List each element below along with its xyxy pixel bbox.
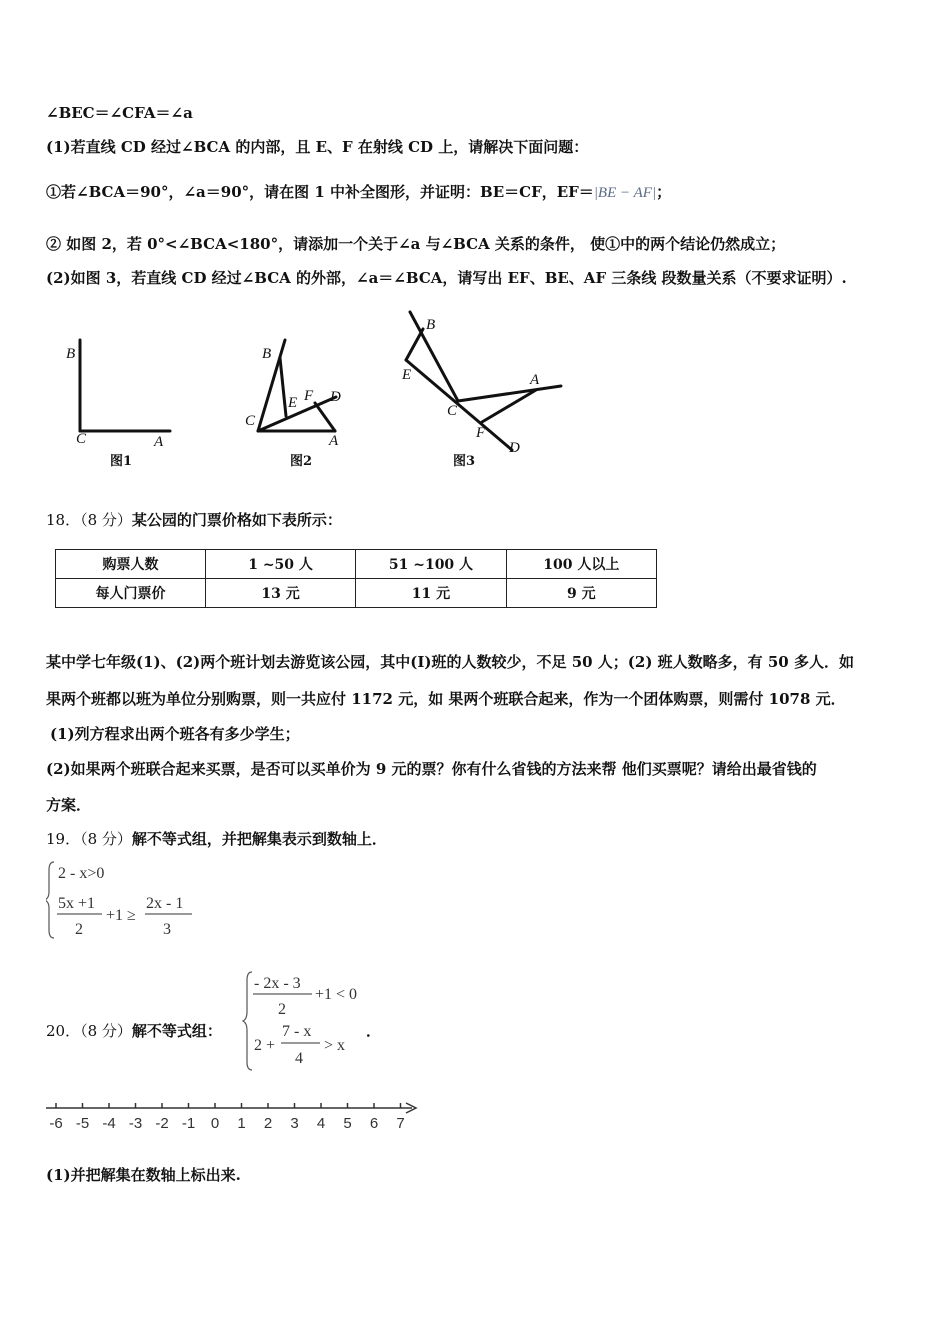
part1-sub1 <box>46 182 671 203</box>
table-cell: 购票人数 <box>56 550 206 579</box>
q19-frac1-num: 5x +1 <box>58 895 96 912</box>
q20-frac2-den: 4 <box>295 1050 303 1067</box>
q18-para1: 某中学七年级(1)、(2)两个班计划去游览该公园，其中(I)班的人数较少，不足 50 人；(2) 班人数略多，有 50 多人．如 <box>46 653 854 671</box>
axis-tick-label: 2 <box>263 1115 273 1132</box>
fig3-line-ca <box>458 386 561 401</box>
q20-score: （8 分） <box>80 1022 132 1040</box>
part1-sub2: ② 如图 2，若 0°<∠BCA<180°，请添加一个关于∠a 与∠BCA 关系的条件， 使①中的两个结论仍然成立； <box>46 235 786 253</box>
q20-instruction: (1)并把解集在数轴上标出来. <box>46 1166 241 1184</box>
table-cell: 11 元 <box>356 579 507 608</box>
axis-tick-label: -1 <box>181 1115 196 1132</box>
q19-ineq1: 2 - x>0 <box>58 865 105 882</box>
fig2-line-be <box>280 358 286 416</box>
fig2-label-f: F <box>304 388 314 404</box>
abs-expression: |BE − AF| <box>593 185 657 201</box>
geometry-figures <box>40 300 580 480</box>
part1-sub1-text: ①若∠BCA＝90°，∠a＝90°，请在图 1 中补全图形，并证明：BE＝CF，EF＝ <box>46 183 594 201</box>
fig2-caption: 图2 <box>290 454 313 469</box>
q18-para2: 果两个班都以班为单位分别购票，则一共应付 1172 元，如 果两个班联合起来，作为一个团体购票，则需付 1078 元． <box>46 690 846 708</box>
axis-tick-label: -6 <box>49 1115 63 1132</box>
axis-tick-label: 7 <box>396 1115 405 1132</box>
table-row <box>56 579 657 608</box>
axis-tick-label: 6 <box>369 1115 379 1132</box>
fig2-line-af <box>315 403 335 431</box>
axis-tick-label: 5 <box>343 1115 352 1132</box>
table-cell: 每人门票价 <box>56 579 206 608</box>
q20-title-text: 解不等式组： <box>131 1022 222 1040</box>
axis-tick-label: -3 <box>128 1115 143 1132</box>
q20-tail1: +1 < 0 <box>315 986 358 1003</box>
q19-title-text: 解不等式组，并把解集表示到数轴上． <box>131 830 387 848</box>
q19-mid: +1 ≥ <box>106 907 136 924</box>
table-cell: 9 元 <box>506 579 656 608</box>
q20-number: 20． <box>46 1022 81 1040</box>
q18-sub1: (1)列方程求出两个班各有多少学生； <box>50 725 300 743</box>
axis-tick-label: 4 <box>316 1115 326 1132</box>
angle-condition: ∠BEC＝∠CFA＝∠a <box>46 104 193 122</box>
fig3-line-be <box>406 329 423 360</box>
fig2-label-e: E <box>288 395 298 411</box>
q19-inequality-system <box>46 858 226 942</box>
q20-frac2-num: 7 - x <box>282 1023 312 1040</box>
q19-frac2-den: 3 <box>163 921 171 938</box>
axis-tick-label: -4 <box>102 1115 116 1132</box>
part1-sub1-end: ； <box>656 183 672 201</box>
q18-score: （8 分） <box>80 511 132 529</box>
fig1-label-b: B <box>66 346 76 362</box>
part1-intro: (1)若直线 CD 经过∠BCA 的内部，且 E、F 在射线 CD 上，请解决下面问题： <box>46 138 589 156</box>
axis-tick-label: -2 <box>155 1115 169 1132</box>
table-cell: 1 ~50 人 <box>205 550 355 579</box>
table-cell: 100 人以上 <box>506 550 656 579</box>
axis-tick-label: 1 <box>237 1115 246 1132</box>
table-row <box>56 550 657 579</box>
q18-sub2a: (2)如果两个班联合起来买票，是否可以买单价为 9 元的票？你有什么省钱的方法来帮 他们买票呢？请给出最省钱的 <box>46 760 817 778</box>
number-line <box>40 1094 430 1134</box>
fig3-label-a: A <box>530 372 540 388</box>
q18-number: 18． <box>46 511 81 529</box>
q20-lead2: 2 + <box>254 1037 276 1054</box>
fig2-label-a: A <box>329 433 339 449</box>
fig3-line-ed <box>406 360 512 450</box>
fig1-label-c: C <box>76 431 87 447</box>
q20-title <box>46 1021 222 1041</box>
q20-inequality-system <box>240 968 380 1074</box>
q19-frac1-den: 2 <box>75 921 83 938</box>
axis-tick-label: 0 <box>210 1115 220 1132</box>
fig2-label-d: D <box>330 389 341 405</box>
ticket-price-table <box>55 549 657 608</box>
q19-number: 19． <box>46 830 81 848</box>
fig3-label-f: F <box>476 425 486 441</box>
axis-tick-label: -5 <box>75 1115 90 1132</box>
q20-tail2: > x <box>324 1037 346 1054</box>
part2: (2)如图 3，若直线 CD 经过∠BCA 的外部，∠a＝∠BCA，请写出 EF、BE、AF 三条线 段数量关系（不要求证明）. <box>46 269 847 287</box>
q19-score: （8 分） <box>80 830 132 848</box>
table-cell: 51 ~100 人 <box>356 550 507 579</box>
q19-title <box>46 829 387 849</box>
fig3-label-b: B <box>426 317 436 333</box>
fig1-label-a: A <box>154 434 164 450</box>
fig1-caption: 图1 <box>110 454 133 469</box>
q18-title <box>46 510 342 530</box>
fig3-label-d: D <box>509 440 520 456</box>
fig3-caption: 图3 <box>453 454 476 469</box>
table-cell: 13 元 <box>205 579 355 608</box>
fig2-label-c: C <box>245 413 256 429</box>
q20-frac1-num: - 2x - 3 <box>254 975 301 992</box>
q18-sub2b: 方案． <box>46 796 92 814</box>
q20-frac1-den: 2 <box>278 1001 286 1018</box>
q20-end-mark: ． <box>366 1022 382 1040</box>
q18-title-text: 某公园的门票价格如下表所示： <box>131 511 342 529</box>
fig3-label-e: E <box>402 367 412 383</box>
q19-frac2-num: 2x - 1 <box>146 895 184 912</box>
fig2-label-b: B <box>262 346 272 362</box>
fig3-label-c: C <box>447 403 458 419</box>
axis-tick-label: 3 <box>290 1115 299 1132</box>
